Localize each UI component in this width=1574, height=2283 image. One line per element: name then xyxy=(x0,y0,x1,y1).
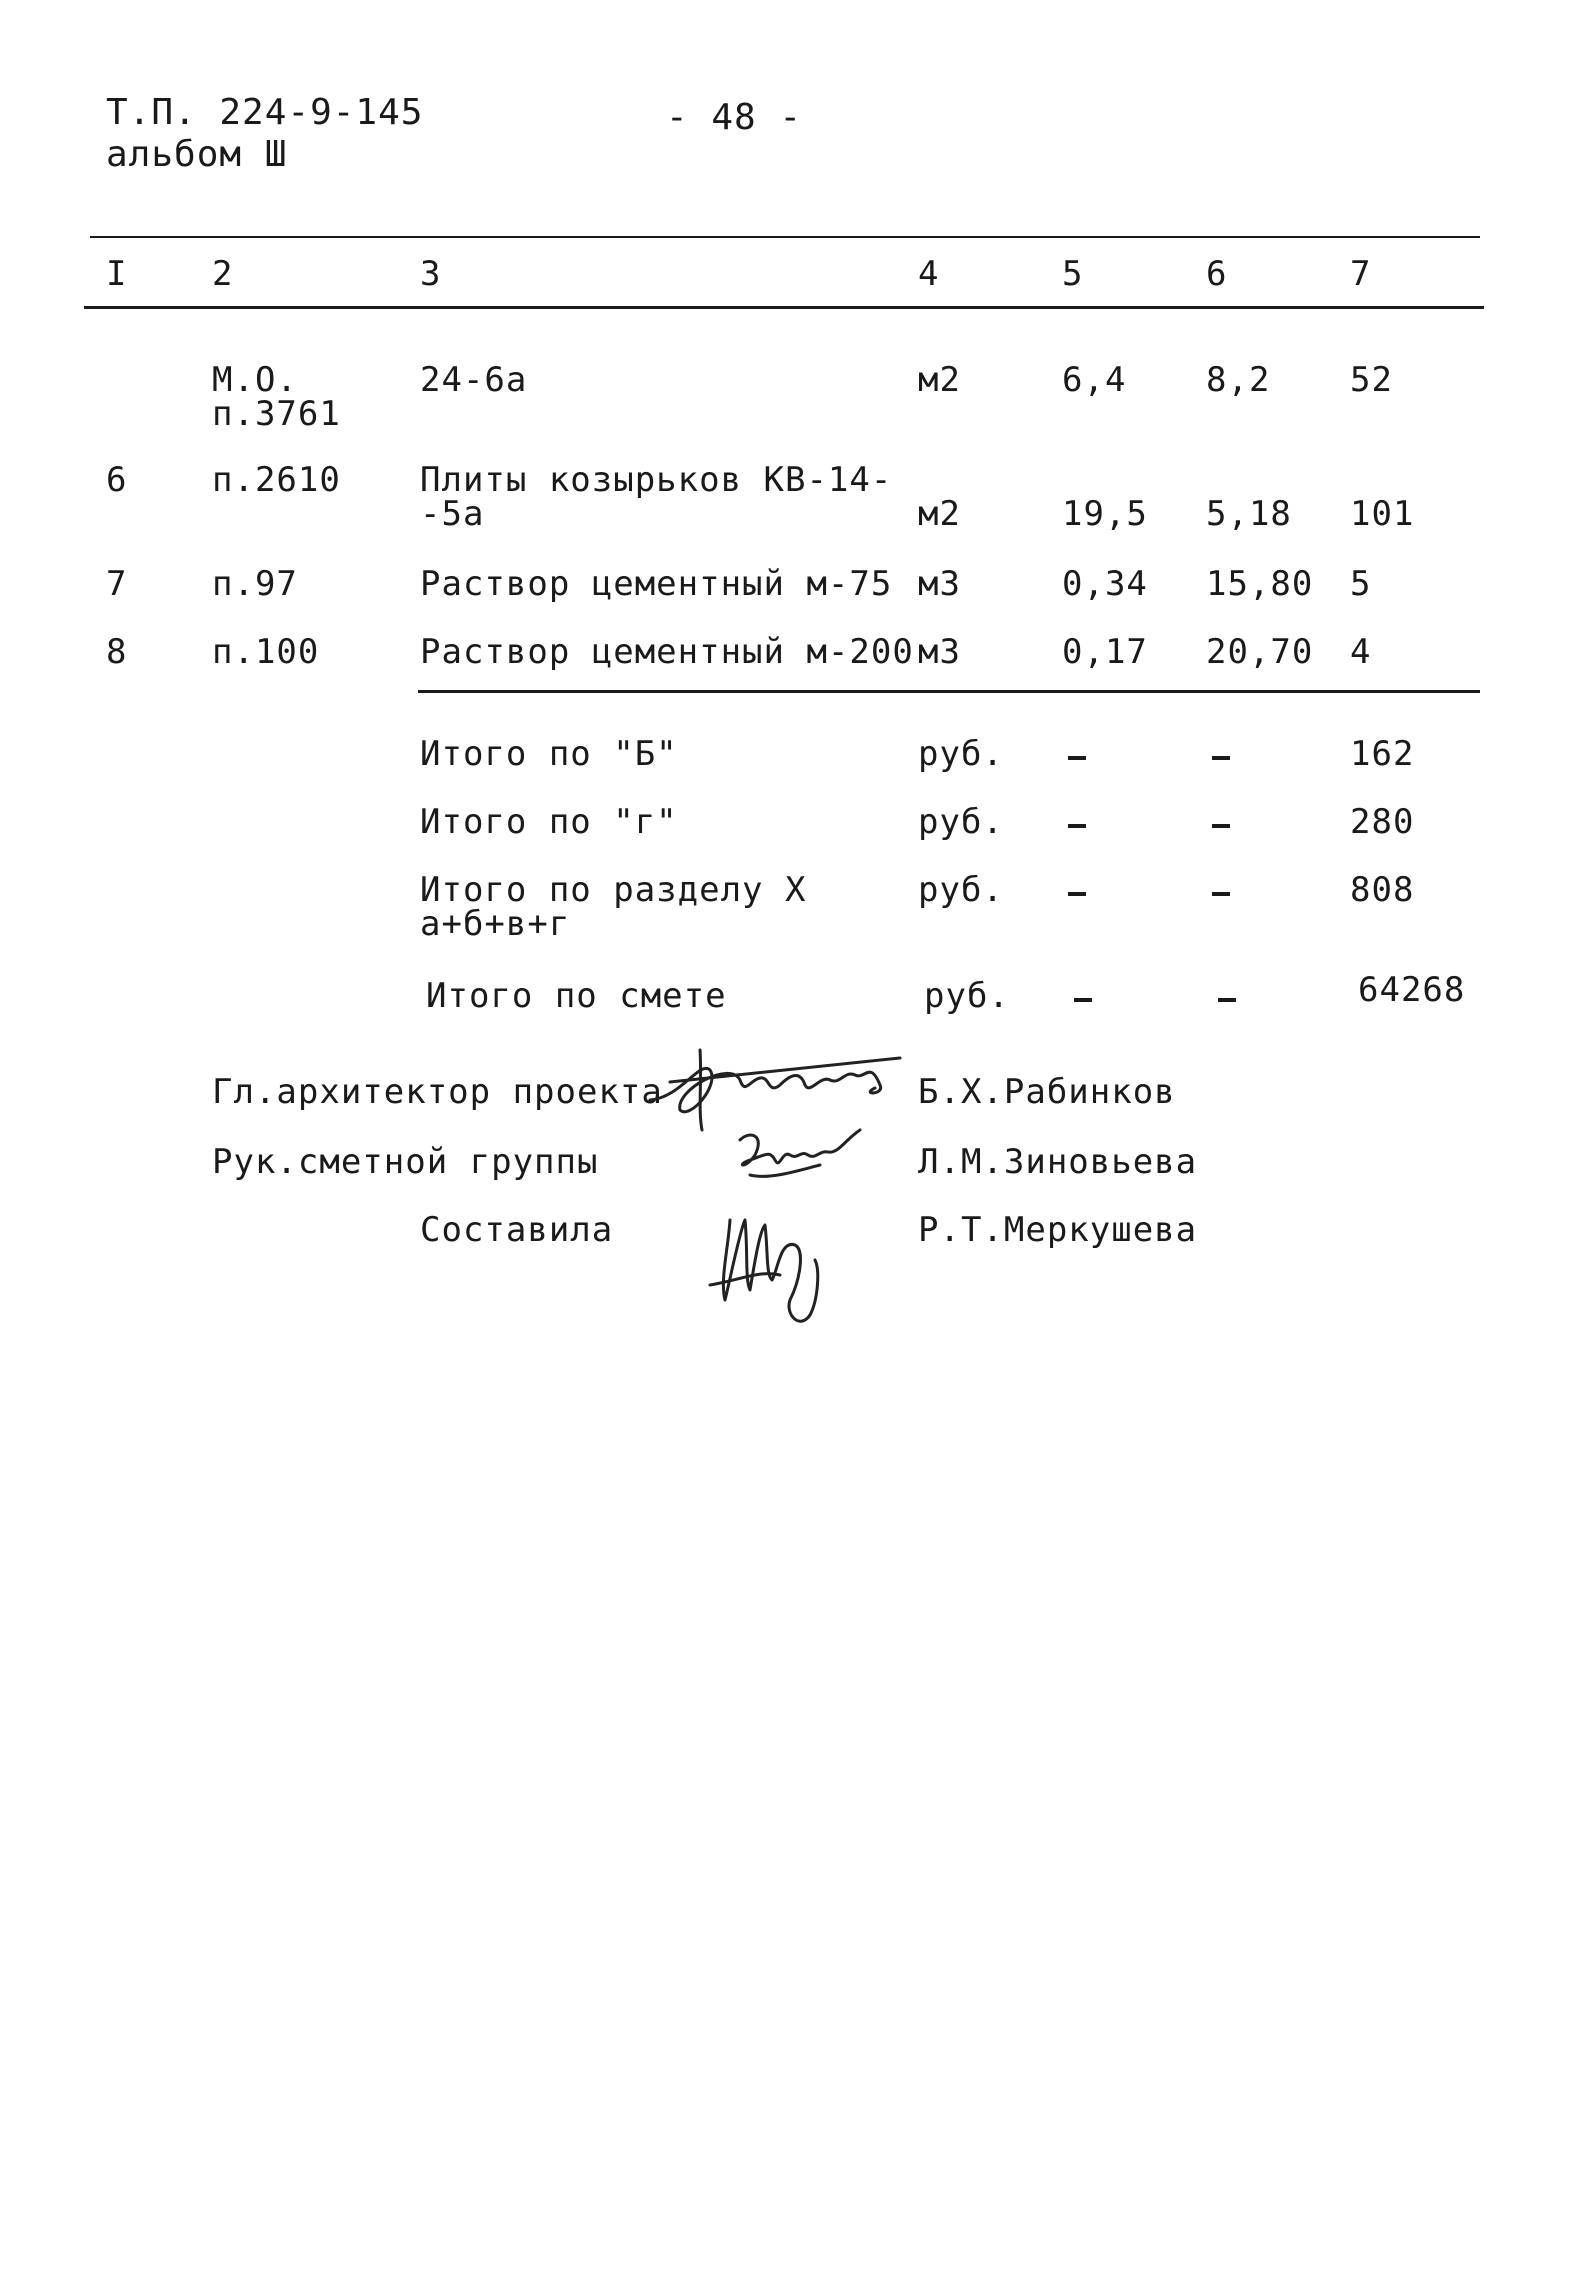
header-bottom-rule xyxy=(84,306,1484,309)
row-name: 24-6а xyxy=(420,360,528,400)
total-value: 162 xyxy=(1350,734,1415,774)
row-total: 101 xyxy=(1350,494,1415,534)
row-name-cont: -5а xyxy=(420,494,485,534)
album-label: альбом Ш xyxy=(106,134,288,175)
dash-mark xyxy=(1218,998,1236,1002)
total-label-cont: а+б+в+г xyxy=(420,904,571,944)
doc-code: Т.П. 224-9-145 xyxy=(106,92,424,133)
row-name: Раствор цементный м-75 xyxy=(420,564,893,604)
total-value: 64268 xyxy=(1358,970,1466,1010)
signature-name: Р.Т.Меркушева xyxy=(918,1210,1198,1250)
row-qty: 6,4 xyxy=(1062,360,1127,400)
col-header-2: 2 xyxy=(212,254,234,294)
row-unit: м2 xyxy=(918,360,961,400)
col-header-5: 5 xyxy=(1062,254,1084,294)
row-ref: п.100 xyxy=(212,632,320,672)
row-ref: п.97 xyxy=(212,564,298,604)
row-qty: 0,34 xyxy=(1062,564,1148,604)
col-header-6: 6 xyxy=(1206,254,1228,294)
row-price: 20,70 xyxy=(1206,632,1314,672)
dash-mark xyxy=(1068,824,1086,828)
row-total: 5 xyxy=(1350,564,1372,604)
dash-mark xyxy=(1068,892,1086,896)
row-num: 8 xyxy=(106,632,128,672)
row-name: Раствор цементный м-200 xyxy=(420,632,914,672)
row-ref: М.О. xyxy=(212,360,298,400)
col-header-7: 7 xyxy=(1350,254,1372,294)
row-name: Плиты козырьков КВ-14- xyxy=(420,460,893,500)
totals-rule xyxy=(418,690,1480,693)
total-value: 808 xyxy=(1350,870,1415,910)
row-num: 6 xyxy=(106,460,128,500)
dash-mark xyxy=(1212,756,1230,760)
total-unit: руб. xyxy=(918,734,1004,774)
total-label: Итого по смете xyxy=(426,976,727,1016)
handwritten-signature-3 xyxy=(700,1190,860,1340)
total-label: Итого по "Б" xyxy=(420,734,678,774)
row-total: 4 xyxy=(1350,632,1372,672)
dash-mark xyxy=(1212,824,1230,828)
row-unit: м3 xyxy=(918,564,961,604)
row-qty: 0,17 xyxy=(1062,632,1148,672)
total-label: Итого по "г" xyxy=(420,802,678,842)
row-ref-cont: п.3761 xyxy=(212,394,341,434)
total-value: 280 xyxy=(1350,802,1415,842)
total-unit: руб. xyxy=(924,976,1010,1016)
signature-name: Л.М.Зиновьева xyxy=(918,1142,1198,1182)
row-price: 5,18 xyxy=(1206,494,1292,534)
total-unit: руб. xyxy=(918,870,1004,910)
signature-role: Составила xyxy=(420,1210,614,1250)
signature-role: Рук.сметной группы xyxy=(212,1142,599,1182)
col-header-4: 4 xyxy=(918,254,940,294)
row-num: 7 xyxy=(106,564,128,604)
row-qty: 19,5 xyxy=(1062,494,1148,534)
table-top-rule xyxy=(90,236,1480,238)
row-unit: м2 xyxy=(918,494,961,534)
total-label: Итого по разделу Х xyxy=(420,870,807,910)
row-price: 15,80 xyxy=(1206,564,1314,604)
col-header-1: I xyxy=(106,254,128,294)
handwritten-signature-2 xyxy=(720,1120,880,1200)
signature-role: Гл.архитектор проекта xyxy=(212,1072,663,1112)
dash-mark xyxy=(1074,998,1092,1002)
row-unit: м3 xyxy=(918,632,961,672)
dash-mark xyxy=(1212,892,1230,896)
row-total: 52 xyxy=(1350,360,1393,400)
total-unit: руб. xyxy=(918,802,1004,842)
page-number: - 48 - xyxy=(666,97,803,138)
signature-name: Б.Х.Рабинков xyxy=(918,1072,1176,1112)
row-price: 8,2 xyxy=(1206,360,1271,400)
row-ref: п.2610 xyxy=(212,460,341,500)
dash-mark xyxy=(1068,756,1086,760)
col-header-3: 3 xyxy=(420,254,442,294)
